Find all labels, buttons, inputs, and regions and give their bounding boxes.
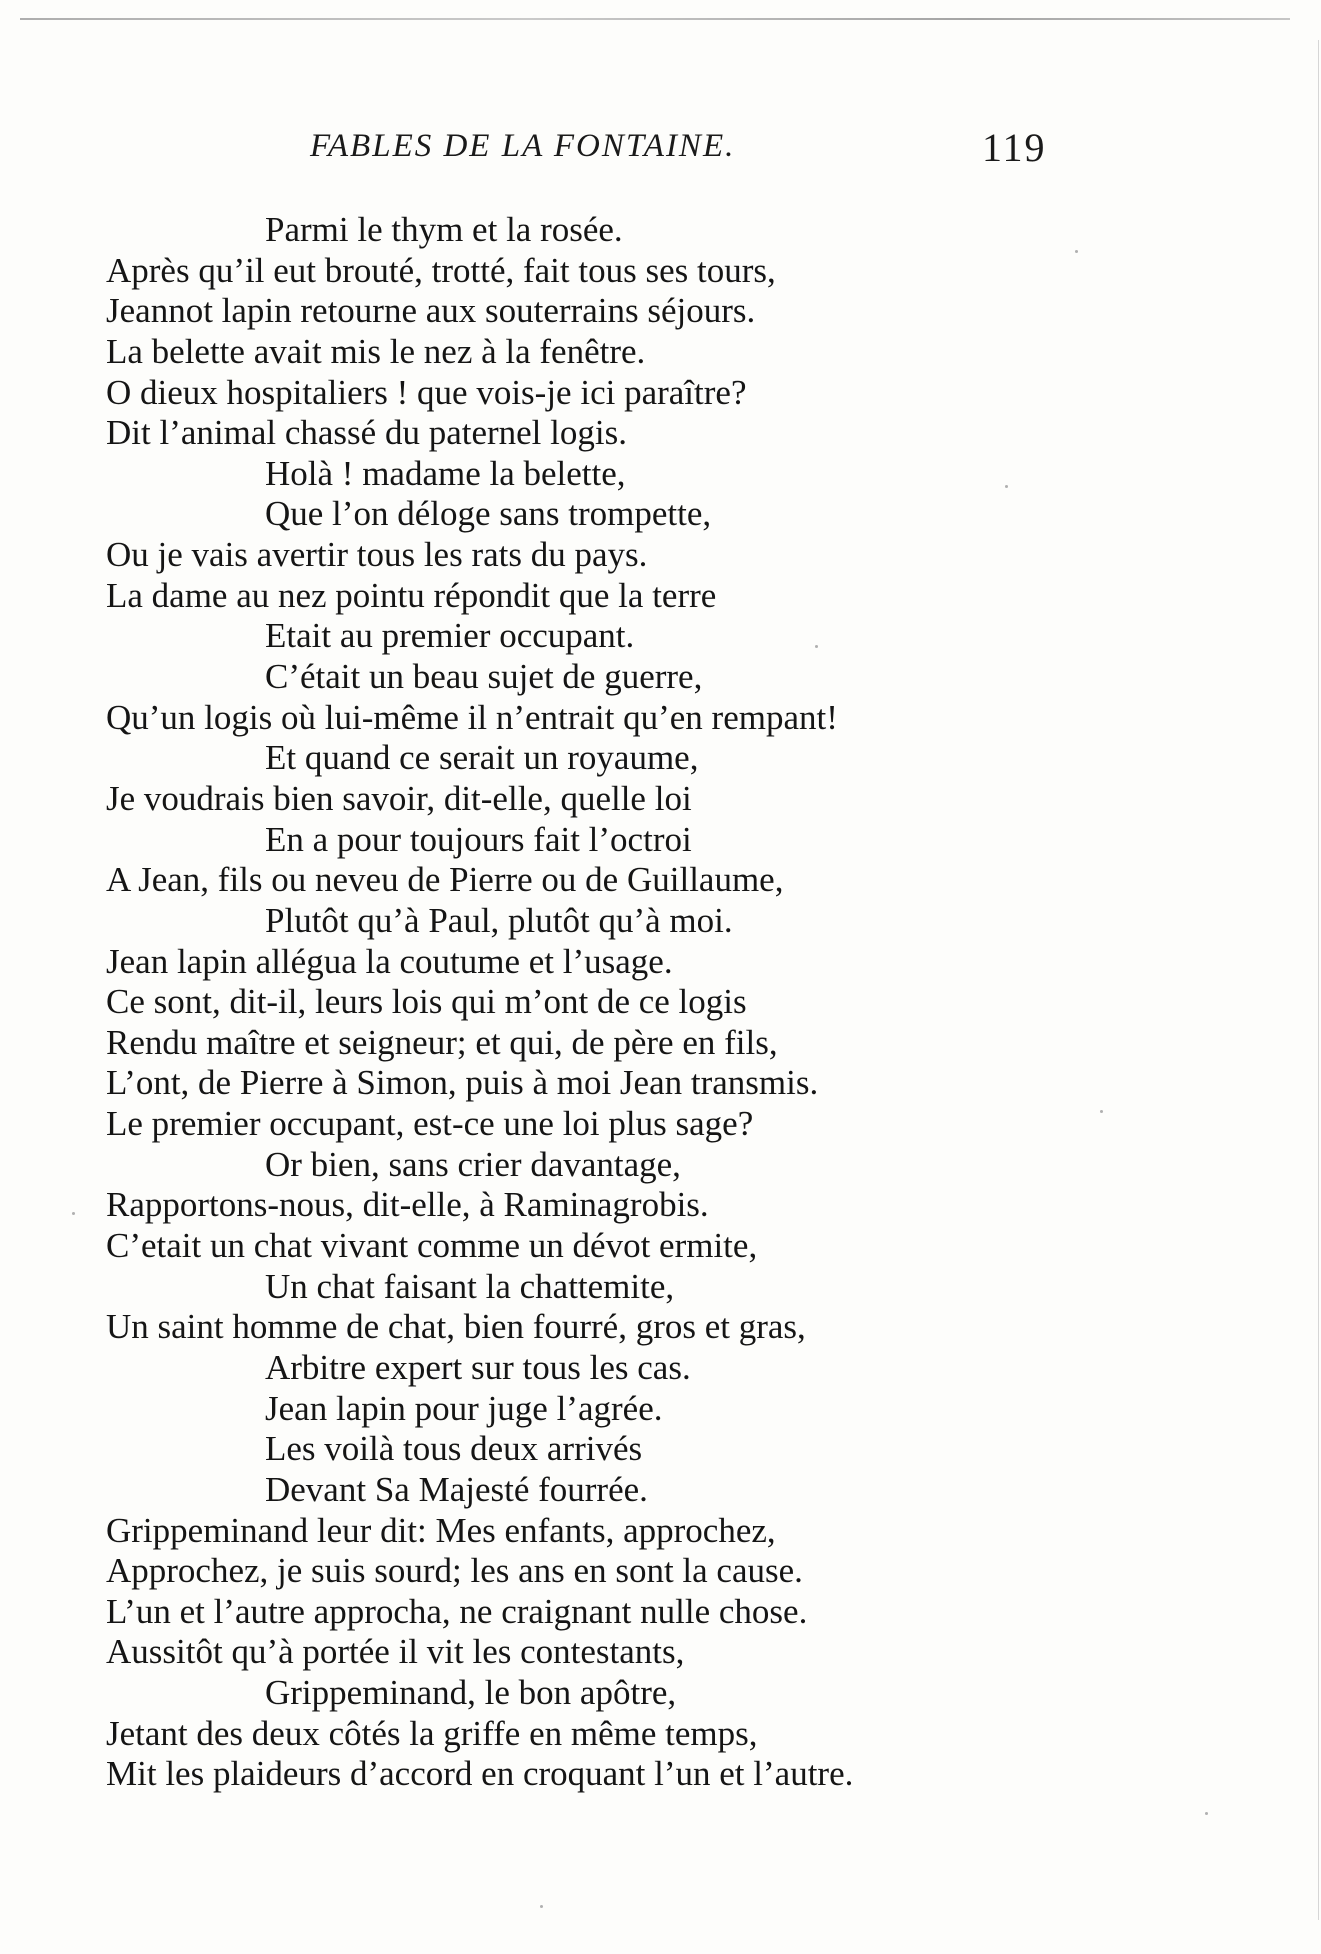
- verse-line: Plutôt qu’à Paul, plutôt qu’à moi.: [265, 900, 733, 940]
- verse-line: A Jean, fils ou neveu de Pierre ou de Guillaume,: [106, 860, 784, 900]
- verse-line: Jean lapin pour juge l’agrée.: [265, 1388, 663, 1428]
- verse-line: Aussitôt qu’à portée il vit les contestants,: [106, 1632, 685, 1672]
- paper-speck: [72, 1212, 75, 1215]
- page-edge-shadow: [1318, 40, 1319, 1920]
- verse-line: Mit les plaideurs d’accord en croquant l’un et l’autre.: [106, 1754, 854, 1794]
- verse-line: Ou je vais avertir tous les rats du pays.: [106, 535, 648, 575]
- paper-speck: [815, 645, 818, 648]
- verse-line: C’etait un chat vivant comme un dévot ermite,: [106, 1226, 758, 1266]
- verse-line: Les voilà tous deux arrivés: [265, 1429, 643, 1469]
- top-edge-rule: [20, 18, 1290, 20]
- verse-line: O dieux hospitaliers ! que vois-je ici paraître?: [106, 372, 747, 412]
- verse-line: Or bien, sans crier davantage,: [265, 1144, 681, 1184]
- verse-line: Rendu maître et seigneur; et qui, de père en fils,: [106, 1022, 778, 1062]
- verse-line: Ce sont, dit-il, leurs lois qui m’ont de ce logis: [106, 982, 747, 1022]
- running-title: FABLES DE LA FONTAINE.: [310, 128, 736, 164]
- paper-speck: [1205, 1812, 1208, 1815]
- paper-speck: [1005, 485, 1008, 488]
- verse-line: Holà ! madame la belette,: [265, 453, 626, 493]
- verse-line: Qu’un logis où lui-même il n’entrait qu’en rempant!: [106, 697, 838, 737]
- verse-line: Devant Sa Majesté fourrée.: [265, 1469, 648, 1509]
- verse-line: Etait au premier occupant.: [265, 616, 635, 656]
- verse-line: Dit l’animal chassé du paternel logis.: [106, 413, 627, 453]
- verse-line: Un saint homme de chat, bien fourré, gros et gras,: [106, 1307, 806, 1347]
- verse-line: Je voudrais bien savoir, dit-elle, quelle loi: [106, 778, 692, 818]
- verse-line: L’ont, de Pierre à Simon, puis à moi Jean transmis.: [106, 1063, 819, 1103]
- paper-speck: [540, 1905, 543, 1908]
- verse-line: Après qu’il eut brouté, trotté, fait tous ses tours,: [106, 250, 776, 290]
- verse-line: Un chat faisant la chattemite,: [265, 1266, 675, 1306]
- verse-line: En a pour toujours fait l’octroi: [265, 819, 692, 859]
- verse-line: Parmi le thym et la rosée.: [265, 210, 623, 249]
- verse-line: Approchez, je suis sourd; les ans en sont la cause.: [106, 1551, 803, 1591]
- paper-speck: [1075, 250, 1078, 253]
- verse-line: Le premier occupant, est-ce une loi plus sage?: [106, 1104, 754, 1144]
- verse-line: Grippeminand leur dit: Mes enfants, approchez,: [106, 1510, 776, 1550]
- verse-line: C’était un beau sujet de guerre,: [265, 657, 703, 697]
- verse-line: Et quand ce serait un royaume,: [265, 738, 699, 778]
- verse-line: Grippeminand, le bon apôtre,: [265, 1673, 677, 1713]
- verse-line: Jean lapin allégua la coutume et l’usage.: [106, 941, 673, 981]
- verse-line: L’un et l’autre approcha, ne craignant nulle chose.: [106, 1591, 808, 1631]
- verse-line: Arbitre expert sur tous les cas.: [265, 1347, 691, 1387]
- verse-block: [106, 210, 1106, 1795]
- verse-line: Jetant des deux côtés la griffe en même temps,: [106, 1713, 758, 1753]
- verse-line: Jeannot lapin retourne aux souterrains séjours.: [106, 291, 756, 331]
- verse-line: La belette avait mis le nez à la fenêtre.: [106, 331, 646, 371]
- page-number: 119: [982, 125, 1047, 170]
- verse-line: La dame au nez pointu répondit que la terre: [106, 575, 717, 615]
- verse-line: Que l’on déloge sans trompette,: [265, 494, 712, 534]
- paper-speck: [1100, 1110, 1103, 1113]
- verse-line: Rapportons-nous, dit-elle, à Raminagrobis.: [106, 1185, 709, 1225]
